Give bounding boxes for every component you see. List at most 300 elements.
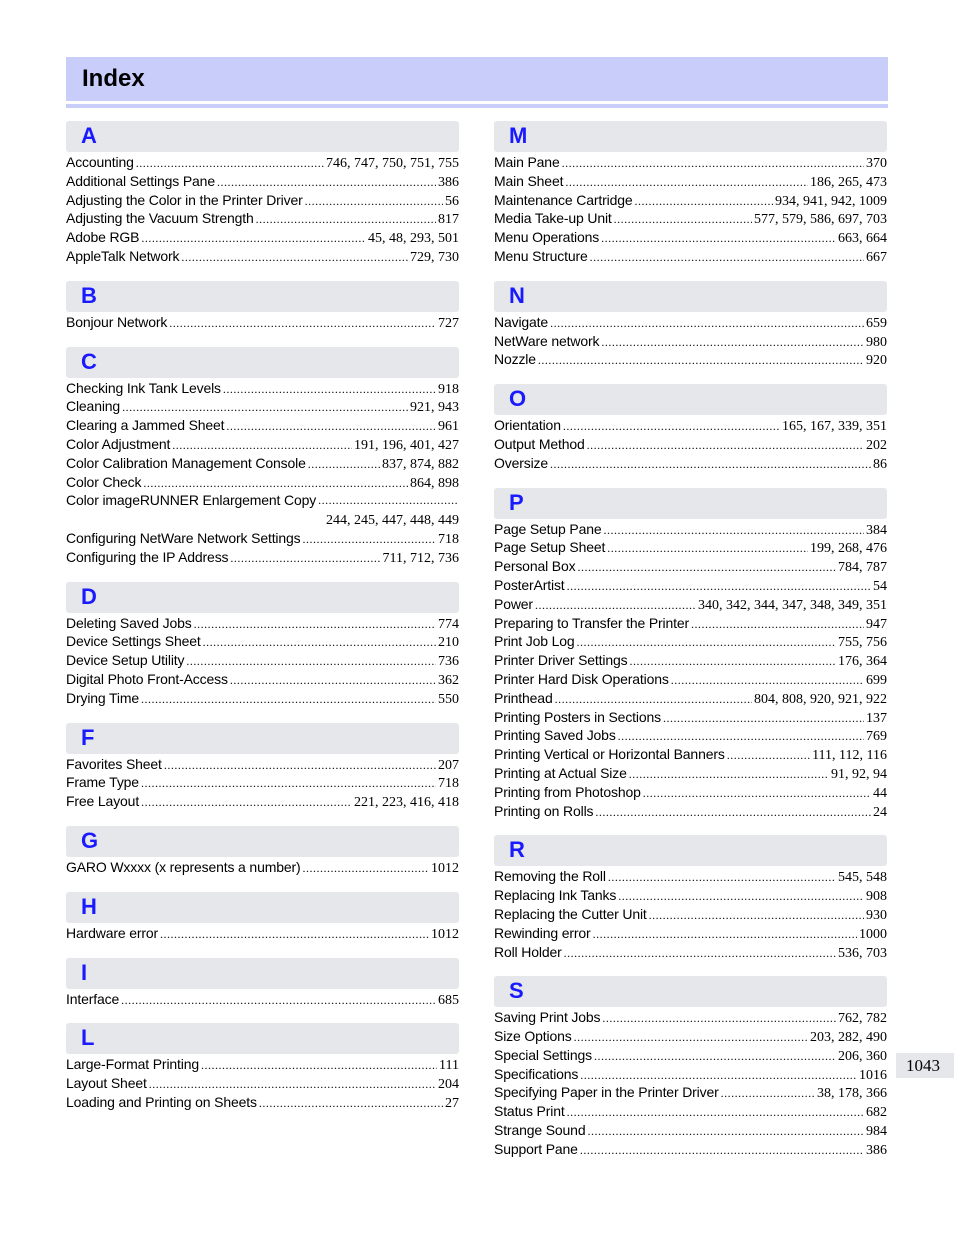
index-section-o	[494, 384, 887, 472]
section-letter: N	[509, 282, 525, 308]
entry-pages[interactable]: 165, 167, 339, 351	[782, 419, 887, 435]
entry-term: Menu Structure	[494, 247, 588, 264]
section-header	[494, 384, 887, 415]
entry-term: GARO Wxxxx (x represents a number)	[66, 858, 301, 875]
entry-pages[interactable]: 804, 808, 920, 921, 922	[754, 691, 887, 707]
index-entry[interactable]	[66, 792, 459, 811]
index-entry[interactable]	[494, 247, 887, 266]
section-header	[66, 281, 459, 312]
dot-leader	[256, 210, 436, 229]
section-letter: R	[509, 837, 525, 863]
index-section-d	[66, 582, 459, 708]
entry-pages[interactable]: 837, 874, 882	[382, 456, 459, 472]
entry-term: Layout Sheet	[66, 1075, 147, 1092]
index-entry[interactable]	[494, 651, 887, 670]
entry-term: Favorites Sheet	[66, 755, 162, 772]
dot-leader	[587, 436, 864, 455]
dot-leader	[604, 521, 864, 540]
index-entry[interactable]	[66, 755, 459, 774]
index-section-f	[66, 723, 459, 811]
index-entry[interactable]	[66, 209, 459, 228]
index-entry[interactable]	[66, 548, 459, 567]
dot-leader	[141, 229, 366, 248]
entry-pages[interactable]: 221, 223, 416, 418	[354, 795, 459, 811]
dot-leader	[535, 596, 696, 615]
index-entry[interactable]	[494, 924, 887, 943]
entry-term: Checking Ink Tank Levels	[66, 379, 221, 396]
section-letter: B	[81, 282, 97, 308]
section-header	[494, 121, 887, 152]
section-header	[66, 892, 459, 923]
entry-term: Digital Photo Front-Access	[66, 670, 228, 687]
index-entry[interactable]	[494, 191, 887, 210]
index-entry[interactable]	[494, 454, 887, 473]
dot-leader	[595, 803, 871, 822]
index-entry[interactable]	[66, 990, 459, 1009]
entry-pages[interactable]: 54	[873, 578, 887, 594]
entry-term: Color imageRUNNER Enlargement Copy	[66, 492, 317, 509]
entry-pages[interactable]: 91, 92, 94	[831, 766, 887, 782]
index-section-l	[66, 1023, 459, 1111]
section-header	[66, 826, 459, 857]
entry-pages[interactable]: 769	[866, 729, 887, 745]
entry-pages[interactable]: 536, 703	[838, 945, 887, 961]
entry-term: Support Pane	[494, 1140, 578, 1157]
entry-term: Bonjour Network	[66, 313, 168, 330]
index-entry[interactable]	[66, 670, 459, 689]
dot-leader	[565, 173, 808, 192]
index-entry[interactable]	[494, 745, 887, 764]
dot-leader	[614, 210, 752, 229]
dot-leader	[203, 633, 436, 652]
index-entry[interactable]	[66, 397, 459, 416]
dot-leader	[141, 690, 436, 709]
index-entry[interactable]	[494, 576, 887, 595]
entry-term: Interface	[66, 990, 120, 1007]
index-entry[interactable]	[494, 1083, 887, 1102]
entry-term: Additional Settings Pane	[66, 172, 215, 189]
entry-pages[interactable]: 56	[445, 193, 459, 209]
entry-pages[interactable]: 746, 747, 750, 751, 755	[326, 156, 459, 171]
entry-pages[interactable]: 980	[866, 334, 887, 350]
entry-pages[interactable]: 186, 265, 473	[810, 174, 887, 190]
entry-pages[interactable]: 663, 664	[838, 231, 887, 247]
dot-leader	[122, 398, 408, 417]
dot-leader	[643, 784, 871, 803]
index-entry[interactable]	[66, 773, 459, 792]
entry-pages[interactable]: 203, 282, 490	[810, 1030, 887, 1046]
entry-pages[interactable]: 370	[866, 156, 887, 171]
index-section-g	[66, 826, 459, 877]
entry-term: Output Method	[494, 435, 585, 452]
entry-term: Page Setup Sheet	[494, 539, 606, 556]
dot-leader	[618, 727, 864, 746]
entry-term: Cleaning	[66, 398, 121, 415]
entry-term: Specifying Paper in the Printer Driver	[494, 1084, 719, 1101]
entry-pages[interactable]: 362	[438, 672, 459, 688]
dot-leader	[629, 652, 836, 671]
index-entry[interactable]	[66, 858, 459, 877]
section-letter: S	[509, 978, 524, 1004]
index-section-m	[494, 121, 887, 266]
index-entry[interactable]	[66, 172, 459, 191]
dot-leader	[121, 991, 436, 1010]
entry-term: Adjusting the Color in the Printer Driver	[66, 191, 303, 208]
section-header	[66, 121, 459, 152]
index-section-b	[66, 281, 459, 332]
dot-leader	[721, 1084, 815, 1103]
index-entry[interactable]	[66, 632, 459, 651]
entry-pages[interactable]: 1012	[431, 860, 459, 876]
index-entry[interactable]	[66, 651, 459, 670]
index-section-h	[66, 892, 459, 943]
entry-pages[interactable]: 204	[438, 1077, 459, 1093]
entry-pages[interactable]: 384	[866, 522, 887, 538]
entry-term: Color Adjustment	[66, 435, 171, 452]
dot-leader	[629, 765, 829, 784]
index-entry[interactable]	[494, 670, 887, 689]
entry-term: Printing Vertical or Horizontal Banners	[494, 746, 725, 763]
dot-leader	[141, 793, 352, 812]
entry-term: Adobe RGB	[66, 229, 140, 246]
dot-leader	[580, 1141, 864, 1160]
entry-term: Hardware error	[66, 924, 159, 941]
index-entry[interactable]	[66, 416, 459, 435]
index-section-p	[494, 488, 887, 821]
index-entry[interactable]	[494, 943, 887, 962]
section-letter: L	[81, 1025, 95, 1051]
dot-leader	[303, 859, 429, 878]
dot-leader	[181, 248, 408, 267]
index-entry[interactable]	[494, 783, 887, 802]
entry-term: Replacing the Cutter Unit	[494, 905, 647, 922]
entry-pages[interactable]: 864, 898	[410, 475, 459, 491]
section-header	[494, 488, 887, 519]
index-section-a	[66, 121, 459, 266]
entry-term: Printer Hard Disk Operations	[494, 670, 669, 687]
entry-pages[interactable]: 111	[439, 1058, 459, 1074]
entry-pages[interactable]: 984	[866, 1124, 887, 1140]
entry-pages[interactable]: 947	[866, 616, 887, 632]
section-header	[66, 582, 459, 613]
dot-leader	[580, 1066, 857, 1085]
section-header	[66, 347, 459, 378]
index-entry[interactable]	[494, 1102, 887, 1121]
entry-term: Specifications	[494, 1065, 579, 1082]
dot-leader	[136, 154, 324, 173]
dot-leader	[590, 248, 864, 267]
index-entry[interactable]	[494, 726, 887, 745]
index-entry[interactable]	[494, 886, 887, 905]
entry-pages[interactable]: 386	[438, 174, 459, 190]
entry-term: PosterArtist	[494, 576, 565, 593]
index-entry[interactable]	[494, 416, 887, 435]
entry-pages[interactable]: 908	[866, 889, 887, 905]
index-section-i	[66, 958, 459, 1009]
index-entry[interactable]	[66, 435, 459, 454]
entry-term: Navigate	[494, 313, 549, 330]
entry-term: Free Layout	[66, 793, 140, 810]
index-entry[interactable]	[494, 538, 887, 557]
entry-pages[interactable]: 1016	[859, 1067, 887, 1083]
dot-leader	[223, 380, 436, 399]
index-entry[interactable]	[66, 313, 459, 332]
dot-leader	[593, 925, 857, 944]
dot-leader	[671, 671, 864, 690]
index-entry[interactable]	[494, 802, 887, 821]
entry-term: Main Sheet	[494, 172, 564, 189]
dot-leader	[594, 1047, 836, 1066]
entry-term: Printer Driver Settings	[494, 652, 628, 669]
entry-term: Printhead	[494, 689, 553, 706]
index-entry[interactable]	[494, 764, 887, 783]
index-entry[interactable]	[66, 247, 459, 266]
index-column-left	[66, 121, 459, 1127]
dot-leader	[259, 1094, 443, 1113]
entry-term: Printing Saved Jobs	[494, 727, 616, 744]
dot-leader	[164, 756, 436, 775]
entry-pages[interactable]: 1000	[859, 926, 887, 942]
entry-pages[interactable]: 718	[438, 531, 459, 547]
index-entry[interactable]	[66, 491, 459, 529]
dot-leader	[691, 615, 864, 634]
dot-leader	[141, 774, 436, 793]
section-letter: I	[81, 959, 88, 985]
entry-term: Clearing a Jammed Sheet	[66, 417, 225, 434]
index-entry[interactable]	[494, 708, 887, 727]
index-entry[interactable]	[494, 1027, 887, 1046]
entry-pages[interactable]: 210	[438, 635, 459, 651]
entry-pages[interactable]: 961	[438, 419, 459, 435]
section-header	[494, 976, 887, 1007]
index-entry[interactable]	[494, 595, 887, 614]
entry-term: NetWare network	[494, 332, 600, 349]
index-entry[interactable]	[494, 313, 887, 332]
index-entry[interactable]	[494, 435, 887, 454]
dot-leader	[587, 1122, 864, 1141]
entry-pages[interactable]: 920	[866, 353, 887, 369]
entry-pages[interactable]: 918	[438, 381, 459, 397]
index-section-s	[494, 976, 887, 1158]
index-entry[interactable]	[66, 454, 459, 473]
index-entry[interactable]	[66, 689, 459, 708]
index-section-n	[494, 281, 887, 369]
dot-leader	[663, 709, 864, 728]
section-letter: H	[81, 893, 97, 919]
entry-term: Accounting	[66, 154, 134, 170]
index-entry[interactable]	[66, 1055, 459, 1074]
entry-pages[interactable]: 1012	[431, 926, 459, 942]
index-entry[interactable]	[66, 1074, 459, 1093]
index-entry[interactable]	[494, 1065, 887, 1084]
entry-pages[interactable]: 550	[438, 691, 459, 707]
section-header	[66, 958, 459, 989]
index-entry[interactable]	[66, 924, 459, 943]
entry-pages[interactable]: 176, 364	[838, 654, 887, 670]
entry-term: Preparing to Transfer the Printer	[494, 614, 690, 631]
dot-leader	[602, 1009, 836, 1028]
entry-pages[interactable]: 207	[438, 757, 459, 773]
dot-leader	[555, 690, 752, 709]
entry-pages[interactable]: 817	[438, 212, 459, 228]
entry-pages[interactable]: 244, 245, 447, 448, 449	[326, 513, 459, 529]
index-entry[interactable]	[494, 153, 887, 172]
section-letter: D	[81, 583, 97, 609]
section-letter: M	[509, 123, 528, 148]
entry-term: Printing on Rolls	[494, 802, 594, 819]
section-header	[494, 281, 887, 312]
index-entry[interactable]	[66, 228, 459, 247]
entry-term: Printing from Photoshop	[494, 783, 641, 800]
index-entry[interactable]	[494, 172, 887, 191]
entry-pages[interactable]: 685	[438, 992, 459, 1008]
entry-term: Status Print	[494, 1103, 565, 1120]
dot-leader	[318, 491, 457, 510]
dot-leader	[308, 455, 380, 474]
index-column-right	[494, 121, 887, 1174]
entry-pages[interactable]: 199, 268, 476	[810, 541, 887, 557]
dot-leader	[601, 333, 864, 352]
entry-term: Device Setup Utility	[66, 652, 185, 669]
index-entry[interactable]	[494, 1008, 887, 1027]
section-letter: F	[81, 724, 95, 750]
entry-pages[interactable]: 727	[438, 315, 459, 331]
index-entry[interactable]	[494, 867, 887, 886]
index-entry[interactable]	[494, 332, 887, 351]
entry-pages[interactable]: 682	[866, 1105, 887, 1121]
entry-term: Nozzle	[494, 351, 536, 368]
page-title: Index	[82, 65, 145, 92]
entry-pages[interactable]: 699	[866, 672, 887, 688]
index-entry[interactable]	[494, 905, 887, 924]
entry-pages[interactable]: 38, 178, 366	[817, 1086, 887, 1102]
index-entry[interactable]	[494, 228, 887, 247]
entry-term: Menu Operations	[494, 229, 600, 246]
index-entry[interactable]	[66, 379, 459, 398]
entry-pages[interactable]: 202	[866, 437, 887, 453]
entry-pages[interactable]: 784, 787	[838, 560, 887, 576]
index-entry[interactable]	[494, 689, 887, 708]
entry-pages[interactable]: 24	[873, 804, 887, 820]
entry-pages[interactable]: 711, 712, 736	[382, 550, 459, 566]
index-entry[interactable]	[494, 1121, 887, 1140]
entry-term: Frame Type	[66, 774, 139, 791]
dot-leader	[550, 314, 864, 333]
entry-pages[interactable]: 111, 112, 116	[812, 748, 887, 764]
dot-leader	[567, 1103, 864, 1122]
entry-term: Orientation	[494, 417, 561, 434]
entry-pages[interactable]: 659	[866, 315, 887, 331]
entry-term: Drying Time	[66, 689, 140, 706]
entry-term: Device Settings Sheet	[66, 633, 201, 650]
entry-term: Main Pane	[494, 154, 560, 170]
dot-leader	[574, 1028, 808, 1047]
entry-pages[interactable]: 718	[438, 776, 459, 792]
entry-pages[interactable]: 340, 342, 344, 347, 348, 349, 351	[698, 597, 887, 613]
index-entry[interactable]	[494, 209, 887, 228]
index-entry[interactable]	[66, 191, 459, 210]
index-title-bar	[66, 57, 888, 101]
entry-term: AppleTalk Network	[66, 247, 180, 264]
entry-pages[interactable]: 774	[438, 616, 459, 632]
entry-pages[interactable]: 206, 360	[838, 1048, 887, 1064]
index-entry[interactable]	[494, 1140, 887, 1159]
index-entry[interactable]	[66, 614, 459, 633]
dot-leader	[186, 652, 436, 671]
index-entry[interactable]	[66, 153, 459, 172]
dot-leader	[564, 944, 836, 963]
entry-pages[interactable]: 545, 548	[838, 870, 887, 886]
dot-leader	[634, 192, 773, 211]
dot-leader	[577, 558, 836, 577]
entry-term: Replacing Ink Tanks	[494, 887, 617, 904]
entry-pages[interactable]: 934, 941, 942, 1009	[775, 193, 887, 209]
entry-pages[interactable]: 667	[866, 249, 887, 265]
entry-pages[interactable]: 755, 756	[838, 635, 887, 651]
entry-term: Color Calibration Management Console	[66, 454, 306, 471]
dot-leader	[607, 539, 808, 558]
entry-pages[interactable]: 762, 782	[838, 1011, 887, 1027]
entry-term: Printing at Actual Size	[494, 764, 627, 781]
entry-pages[interactable]: 44	[873, 785, 887, 801]
entry-pages[interactable]: 45, 48, 293, 501	[368, 231, 459, 247]
section-header	[66, 1023, 459, 1054]
entry-pages[interactable]: 27	[445, 1095, 459, 1111]
dot-leader	[618, 887, 864, 906]
dot-leader	[608, 868, 836, 887]
index-entry[interactable]	[66, 473, 459, 492]
entry-term: Special Settings	[494, 1046, 592, 1063]
entry-term: Maintenance Cartridge	[494, 191, 633, 208]
index-entry[interactable]	[66, 529, 459, 548]
entry-pages[interactable]: 86	[873, 456, 887, 472]
entry-term: Print Job Log	[494, 633, 575, 650]
entry-pages[interactable]: 930	[866, 907, 887, 923]
entry-term: Power	[494, 595, 533, 612]
entry-term: Oversize	[494, 454, 549, 471]
entry-pages[interactable]: 729, 730	[410, 249, 459, 265]
index-entry[interactable]	[494, 1046, 887, 1065]
index-entry[interactable]	[494, 520, 887, 539]
entry-pages[interactable]: 386	[866, 1142, 887, 1158]
entry-term: Saving Print Jobs	[494, 1009, 601, 1026]
dot-leader	[305, 192, 443, 211]
entry-term: Rewinding error	[494, 924, 591, 941]
dot-leader	[149, 1075, 436, 1094]
entry-term: Page Setup Pane	[494, 520, 602, 537]
entry-pages[interactable]: 921, 943	[410, 400, 459, 416]
dot-leader	[550, 455, 871, 474]
entry-pages[interactable]: 736	[438, 654, 459, 670]
dot-leader	[727, 746, 810, 765]
index-entry[interactable]	[494, 614, 887, 633]
index-entry[interactable]	[66, 1093, 459, 1112]
dot-leader	[303, 530, 436, 549]
entry-term: Media Take-up Unit	[494, 210, 612, 227]
entry-pages[interactable]: 577, 579, 586, 697, 703	[754, 212, 887, 228]
entry-pages[interactable]: 191, 196, 401, 427	[354, 437, 459, 453]
entry-pages[interactable]: 137	[866, 710, 887, 726]
index-entry[interactable]	[494, 350, 887, 369]
dot-leader	[169, 314, 436, 333]
entry-term: Configuring the IP Address	[66, 548, 229, 565]
dot-leader	[226, 417, 436, 436]
dot-leader	[160, 925, 429, 944]
index-section-c	[66, 347, 459, 567]
entry-term: Color Check	[66, 473, 142, 490]
index-entry[interactable]	[494, 632, 887, 651]
index-entry[interactable]	[494, 557, 887, 576]
